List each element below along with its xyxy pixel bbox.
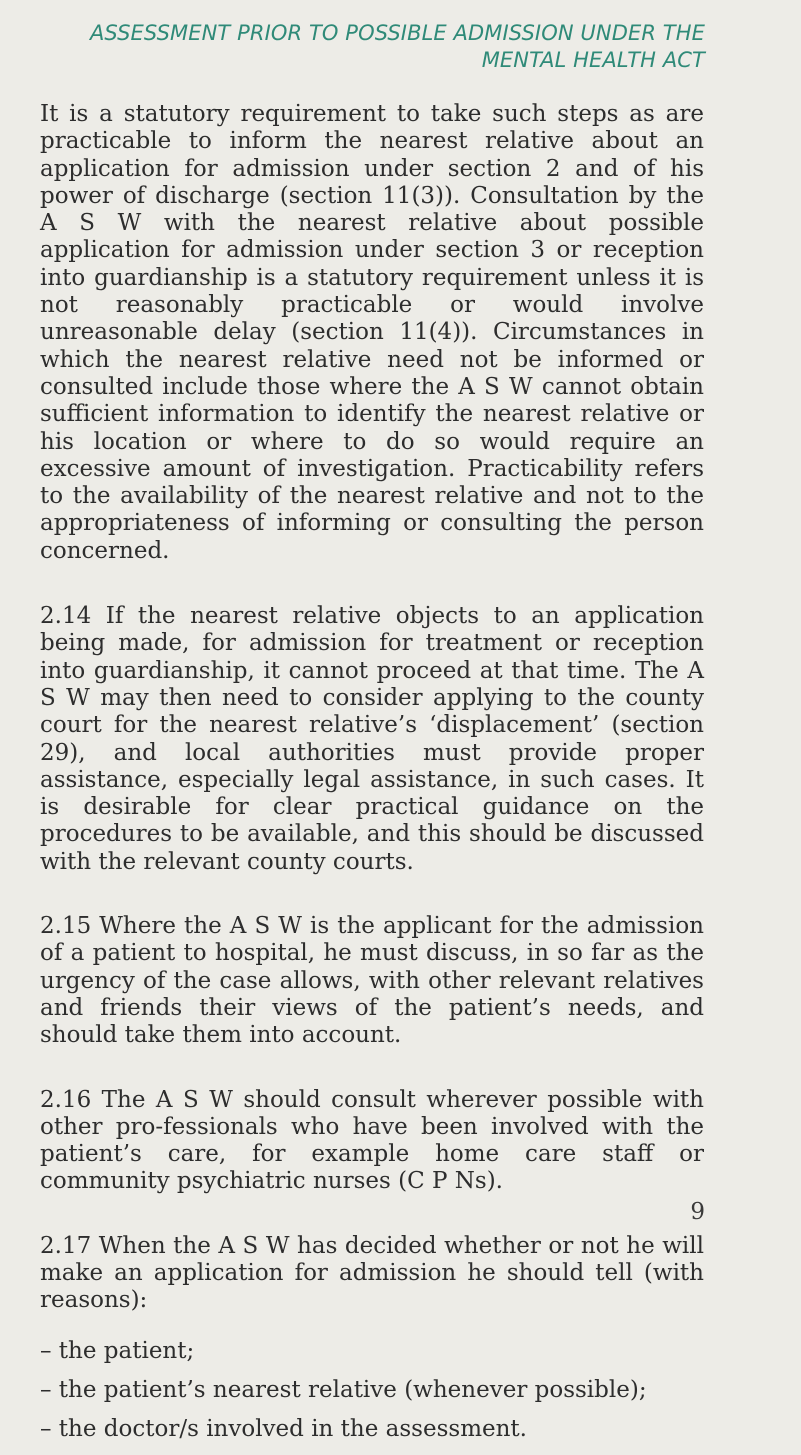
running-header-line-1: ASSESSMENT PRIOR TO POSSIBLE ADMISSION UNDER THE [89,21,705,45]
paragraph-intro: It is a statutory requirement to take such steps as are practicable to inform the nearest relative about an application for admission under section 2 and of his power of discharge (section 11(3)). Consultation by the A S W with the nearest relative about possible application for admission under section 3 or reception into guardianship is a statutory requirement unless it is not reasonably practicable or would involve unreasonable delay (section 11(4)). Circumstances in which the nearest relative need not be informed or consulted include those where the A S W cannot obtain sufficient information to identify the nearest relative or his location or where to do so would require an excessive amount of investigation. Practicability refers to the availability of the nearest relative and not to the appropriateness of informing or consulting the person concerned. [40,101,704,564]
running-header-line-2: MENTAL HEALTH ACT [481,48,705,72]
document-body [40,101,704,1455]
list-item: – the doctor/s involved in the assessment. [40,1415,527,1442]
page-number: 9 [690,1199,705,1225]
list-item: – the patient’s nearest relative (whenever possible); [40,1376,647,1403]
list-item: – the patient; [40,1337,195,1364]
tell-list [40,1338,704,1443]
paragraph-2-14: 2.14 If the nearest relative objects to an application being made, for admission for treatment or reception into guardianship, it cannot proceed at that time. The A S W may then need to consider applying to the county court for the nearest relative’s ‘displacement’ (section 29), and local authorities must provide proper assistance, especially legal assistance, in such cases. It is desirable for clear practical guidance on the procedures to be available, and this should be discussed with the relevant county courts. [40,603,704,875]
paragraph-2-17: 2.17 When the A S W has decided whether or not he will make an application for admission he should tell (with reasons): [40,1232,704,1314]
paragraph-2-16: 2.16 The A S W should consult wherever possible with other pro-fessionals who have been involved with the patient’s care, for example home care staff or community psychiatric nurses (C P Ns). [40,1086,704,1195]
running-header [90,20,705,74]
paragraph-2-15: 2.15 Where the A S W is the applicant for the admission of a patient to hospital, he must discuss, in so far as the urgency of the case allows, with other relevant relatives and friends their views of the patient’s needs, and should take them into account. [40,913,704,1049]
